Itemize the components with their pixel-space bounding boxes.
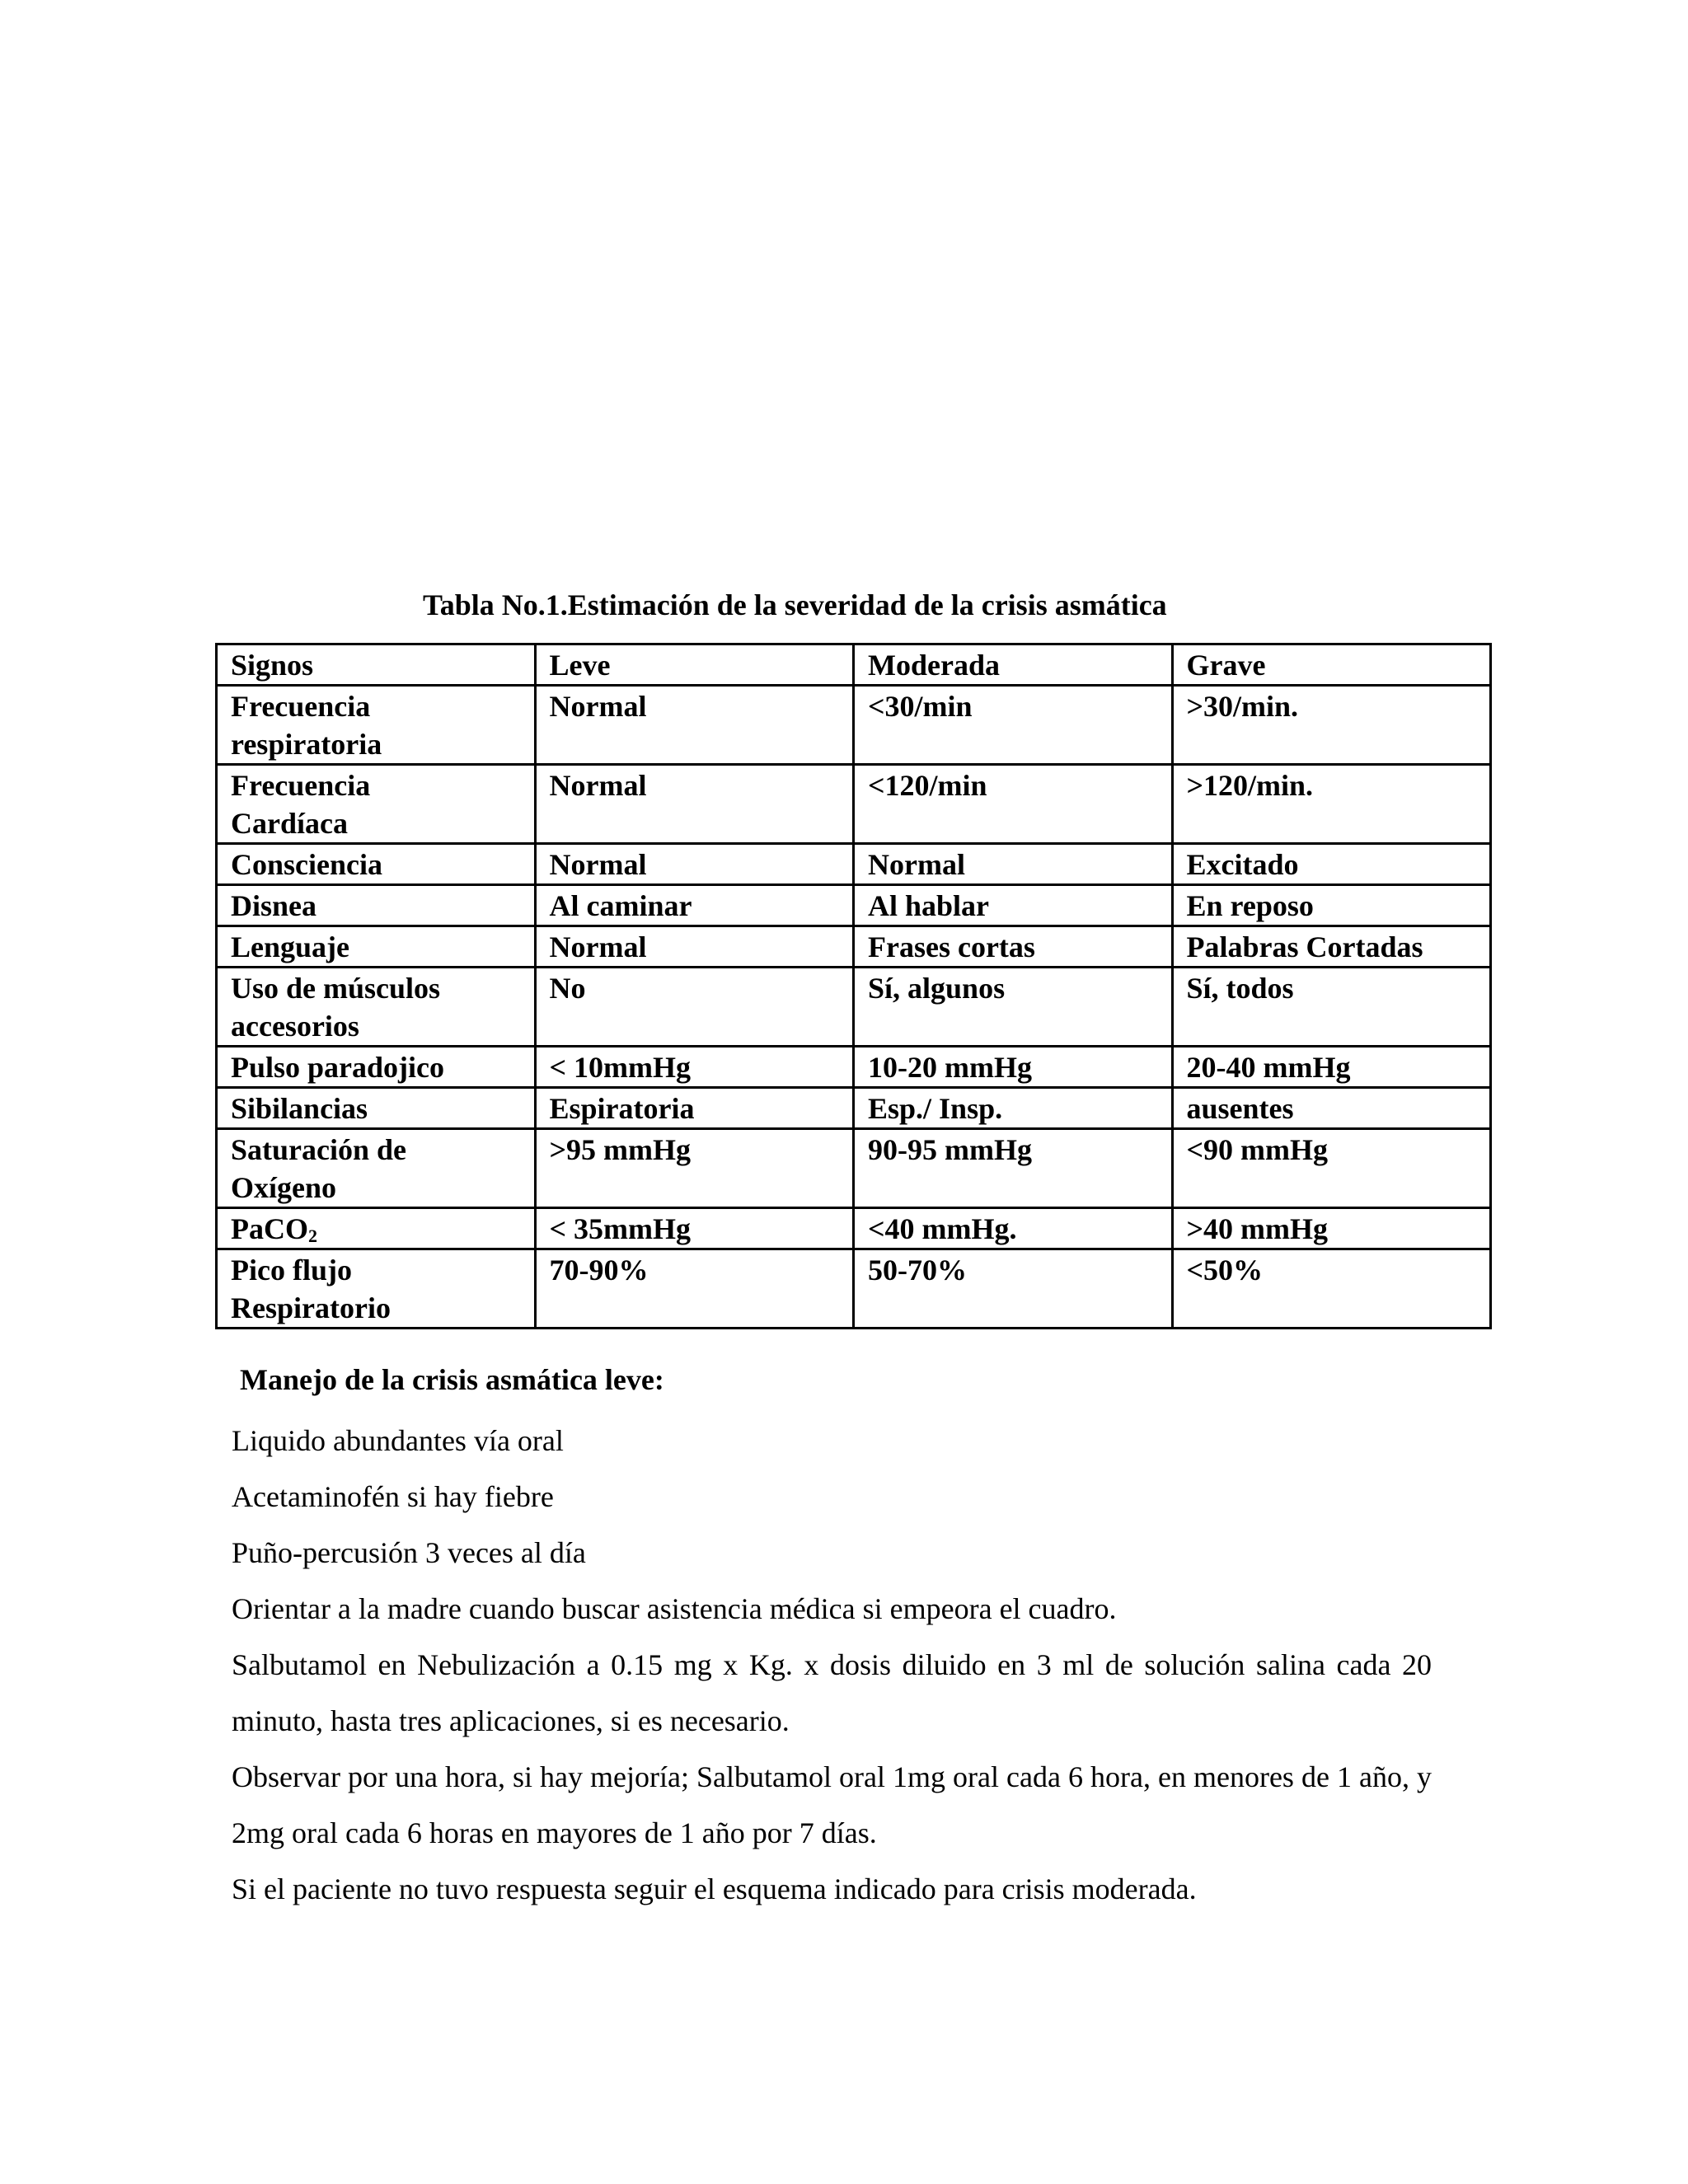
paco2-label: PaCO: [231, 1212, 308, 1245]
cell-signo: Pico flujo Respiratorio: [217, 1249, 536, 1329]
table-row: [217, 1208, 1491, 1249]
cell-signo: Saturación de Oxígeno: [217, 1129, 536, 1208]
severity-table: [215, 643, 1492, 1329]
cell-moderada: Normal: [854, 844, 1173, 885]
cell-grave: Excitado: [1172, 844, 1491, 885]
cell-grave: Palabras Cortadas: [1172, 926, 1491, 968]
cell-grave: >40 mmHg: [1172, 1208, 1491, 1249]
table-row: [217, 844, 1491, 885]
cell-grave: <50%: [1172, 1249, 1491, 1329]
cell-signo: Disnea: [217, 885, 536, 926]
cell-leve: Normal: [535, 765, 854, 844]
cell-leve: 70-90%: [535, 1249, 854, 1329]
cell-signo: Uso de músculos accesorios: [217, 968, 536, 1047]
table-row: [217, 1088, 1491, 1129]
header-cell-moderada: Moderada: [854, 644, 1173, 686]
cell-moderada: <40 mmHg.: [854, 1208, 1173, 1249]
cell-moderada: Sí, algunos: [854, 968, 1173, 1047]
table-header-row: [217, 644, 1491, 686]
table-title-text: Tabla No.1.Estimación de la severidad de la crisis asmática: [423, 588, 1167, 621]
cell-signo: Frecuencia respiratoria: [217, 686, 536, 765]
table-row: [217, 926, 1491, 968]
cell-grave: >120/min.: [1172, 765, 1491, 844]
cell-signo: [217, 1208, 536, 1249]
table-row: [217, 1129, 1491, 1208]
paragraph: Acetaminofén si hay fiebre: [232, 1480, 554, 1513]
header-cell-signos: Signos: [217, 644, 536, 686]
cell-leve: < 10mmHg: [535, 1047, 854, 1088]
cell-leve: Normal: [535, 844, 854, 885]
cell-signo: Lenguaje: [217, 926, 536, 968]
cell-moderada: <120/min: [854, 765, 1173, 844]
cell-leve: < 35mmHg: [535, 1208, 854, 1249]
cell-moderada: Esp./ Insp.: [854, 1088, 1173, 1129]
cell-grave: En reposo: [1172, 885, 1491, 926]
paragraph: Si el paciente no tuvo respuesta seguir el esquema indicado para crisis moderada.: [232, 1872, 1197, 1905]
cell-grave: >30/min.: [1172, 686, 1491, 765]
cell-moderada: <30/min: [854, 686, 1173, 765]
cell-moderada: Frases cortas: [854, 926, 1173, 968]
table-row: [217, 1047, 1491, 1088]
cell-grave: <90 mmHg: [1172, 1129, 1491, 1208]
table-row: [217, 968, 1491, 1047]
cell-leve: Al caminar: [535, 885, 854, 926]
cell-moderada: 90-95 mmHg: [854, 1129, 1173, 1208]
section-body: [232, 1413, 1432, 1917]
paragraph: Observar por una hora, si hay mejoría; Salbutamol oral 1mg oral cada 6 hora, en menores de 1 año, y 2mg oral cada 6 horas en mayores de 1 año por 7 días.: [232, 1760, 1432, 1849]
cell-leve: Normal: [535, 926, 854, 968]
cell-moderada: 10-20 mmHg: [854, 1047, 1173, 1088]
cell-moderada: 50-70%: [854, 1249, 1173, 1329]
cell-grave: 20-40 mmHg: [1172, 1047, 1491, 1088]
cell-signo: Consciencia: [217, 844, 536, 885]
cell-leve: Normal: [535, 686, 854, 765]
cell-signo: Frecuencia Cardíaca: [217, 765, 536, 844]
cell-signo: Pulso paradojico: [217, 1047, 536, 1088]
table-row: [217, 885, 1491, 926]
table-row: [217, 686, 1491, 765]
paragraph: Salbutamol en Nebulización a 0.15 mg x Kg. x dosis diluido en 3 ml de solución salina cada 20 minuto, hasta tres aplicaciones, si es necesario.: [232, 1648, 1432, 1737]
paragraph: Orientar a la madre cuando buscar asistencia médica si empeora el cuadro.: [232, 1592, 1117, 1625]
table-row: [217, 765, 1491, 844]
cell-grave: ausentes: [1172, 1088, 1491, 1129]
table-row: [217, 1249, 1491, 1329]
section-heading: Manejo de la crisis asmática leve:: [240, 1363, 664, 1396]
header-cell-leve: Leve: [535, 644, 854, 686]
paragraph: Puño-percusión 3 veces al día: [232, 1536, 586, 1569]
cell-leve: No: [535, 968, 854, 1047]
header-cell-grave: Grave: [1172, 644, 1491, 686]
cell-signo: Sibilancias: [217, 1088, 536, 1129]
cell-leve: Espiratoria: [535, 1088, 854, 1129]
cell-grave: Sí, todos: [1172, 968, 1491, 1047]
cell-leve: >95 mmHg: [535, 1129, 854, 1208]
cell-moderada: Al hablar: [854, 885, 1173, 926]
paragraph: Liquido abundantes vía oral: [232, 1424, 564, 1457]
paco2-subscript: 2: [308, 1226, 317, 1246]
